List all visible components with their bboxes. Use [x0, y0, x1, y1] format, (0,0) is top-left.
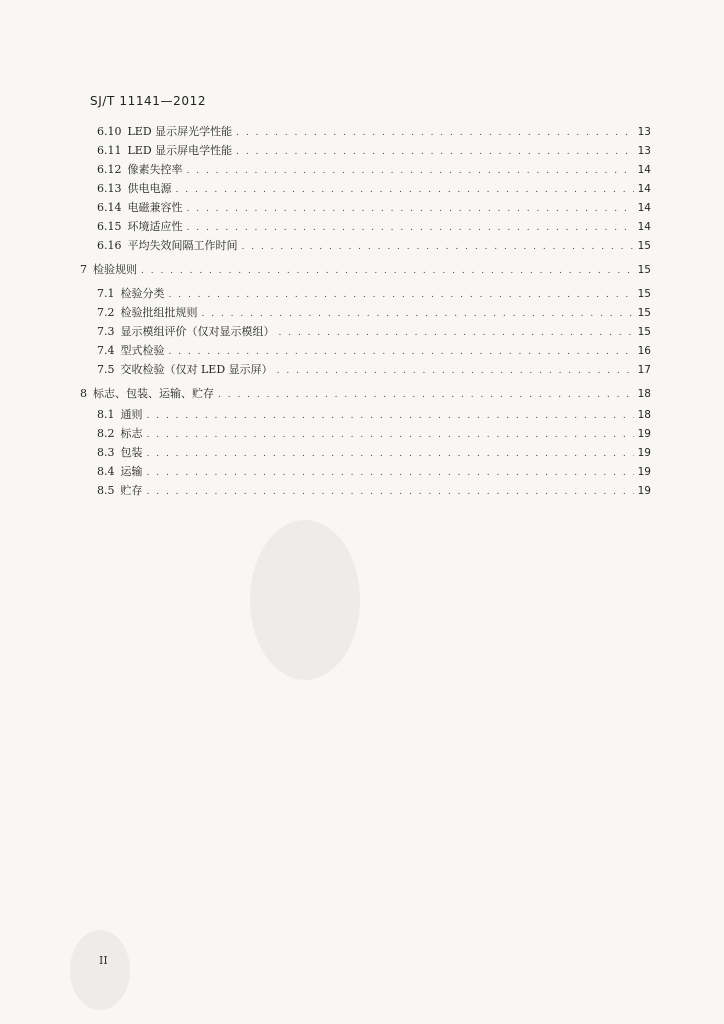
toc-entry-page: 18 — [637, 409, 651, 421]
toc-chapter-entry[interactable] — [80, 261, 651, 279]
toc-entry-page: 15 — [637, 240, 651, 252]
toc-section-entry[interactable] — [97, 218, 651, 236]
toc-entry-page: 14 — [637, 164, 651, 176]
toc-leader-dots — [147, 426, 634, 444]
page-number-footer: II — [99, 954, 108, 967]
toc-section-entry[interactable] — [97, 304, 651, 322]
toc-section-entry[interactable] — [97, 444, 651, 462]
toc-section-entry[interactable] — [97, 482, 651, 500]
toc-entry-title: 显示模组评价（仅对显示模组） — [120, 325, 275, 338]
toc-leader-dots — [236, 143, 633, 161]
toc-entry-page: 19 — [637, 428, 651, 440]
toc-entry-page: 15 — [637, 288, 651, 300]
scan-noise — [70, 930, 130, 1010]
toc-entry-title: 检验批组批规则 — [120, 306, 198, 319]
toc-section-entry[interactable] — [97, 361, 651, 379]
toc-entry-number: 7.3 — [97, 325, 115, 338]
toc-entry-number: 7.1 — [97, 287, 115, 300]
toc-entry-title: 包装 — [120, 446, 143, 459]
toc-entry-title: 电磁兼容性 — [127, 201, 183, 214]
toc-section-entry[interactable] — [97, 406, 651, 424]
toc-leader-dots — [141, 262, 634, 280]
toc-entry-number: 7.5 — [97, 363, 115, 376]
toc-section-entry[interactable] — [97, 425, 651, 443]
toc-entry-number: 6.15 — [97, 220, 122, 233]
toc-leader-dots — [187, 219, 634, 237]
toc-entry-number: 7 — [80, 263, 87, 276]
toc-section-entry[interactable] — [97, 323, 651, 341]
toc-entry-title: 交收检验（仅对 LED 显示屏） — [120, 363, 273, 376]
toc-entry-title: 检验规则 — [93, 263, 137, 276]
toc-entry-title: 运输 — [120, 465, 143, 478]
toc-entry-page: 16 — [637, 345, 651, 357]
toc-entry-number: 8.5 — [97, 484, 115, 497]
toc-entry-number: 8.2 — [97, 427, 115, 440]
toc-entry-title: LED 显示屏电学性能 — [127, 144, 233, 157]
toc-entry-title: 像素失控率 — [127, 163, 183, 176]
toc-leader-dots — [147, 445, 634, 463]
toc-entry-number: 8.4 — [97, 465, 115, 478]
toc-section-entry[interactable] — [97, 123, 651, 141]
toc-leader-dots — [277, 362, 634, 380]
toc-entry-title: 通则 — [120, 408, 143, 421]
toc-entry-page: 13 — [637, 126, 651, 138]
toc-entry-title: 环境适应性 — [127, 220, 183, 233]
toc-section-entry[interactable] — [97, 180, 651, 198]
toc-section-entry[interactable] — [97, 199, 651, 217]
toc-leader-dots — [176, 181, 634, 199]
toc-entry-page: 14 — [637, 183, 651, 195]
toc-section-entry[interactable] — [97, 142, 651, 160]
toc-leader-dots — [169, 343, 634, 361]
toc-leader-dots — [147, 407, 634, 425]
toc-section-entry[interactable] — [97, 463, 651, 481]
toc-entry-title: 平均失效间隔工作时间 — [127, 239, 238, 252]
toc-entry-page: 15 — [637, 307, 651, 319]
toc-section-entry[interactable] — [97, 161, 651, 179]
toc-entry-title: 标志 — [120, 427, 143, 440]
toc-entry-page: 14 — [637, 221, 651, 233]
toc-entry-title: 检验分类 — [120, 287, 165, 300]
toc-section-entry[interactable] — [97, 342, 651, 360]
toc-entry-number: 8.3 — [97, 446, 115, 459]
toc-leader-dots — [242, 238, 634, 256]
toc-entry-page: 19 — [637, 447, 651, 459]
toc-entry-page: 18 — [637, 388, 651, 400]
toc-entry-number: 8.1 — [97, 408, 115, 421]
toc-leader-dots — [147, 464, 634, 482]
toc-entry-number: 6.10 — [97, 125, 122, 138]
toc-entry-title: 供电电源 — [127, 182, 172, 195]
toc-leader-dots — [187, 162, 634, 180]
toc-entry-number: 6.16 — [97, 239, 122, 252]
toc-entry-page: 15 — [637, 264, 651, 276]
toc-entry-title: 型式检验 — [120, 344, 165, 357]
toc-entry-number: 6.13 — [97, 182, 122, 195]
toc-entry-number: 6.11 — [97, 144, 122, 157]
toc-entry-page: 19 — [637, 466, 651, 478]
toc-leader-dots — [279, 324, 634, 342]
toc-leader-dots — [236, 124, 633, 142]
toc-leader-dots — [169, 286, 634, 304]
toc-entry-title: LED 显示屏光学性能 — [127, 125, 233, 138]
toc-entry-number: 7.2 — [97, 306, 115, 319]
toc-entry-number: 7.4 — [97, 344, 115, 357]
toc-entry-page: 15 — [637, 326, 651, 338]
toc-leader-dots — [202, 305, 634, 323]
toc-section-entry[interactable] — [97, 237, 651, 255]
toc-entry-page: 14 — [637, 202, 651, 214]
scan-noise — [250, 520, 360, 680]
toc-entry-title: 标志、包装、运输、贮存 — [93, 387, 214, 400]
toc-entry-number: 6.14 — [97, 201, 122, 214]
toc-entry-number: 6.12 — [97, 163, 122, 176]
document-code-header: SJ/T 11141—2012 — [90, 94, 207, 108]
toc-chapter-entry[interactable] — [80, 385, 651, 403]
toc-section-entry[interactable] — [97, 285, 651, 303]
toc-leader-dots — [147, 483, 634, 501]
toc-leader-dots — [218, 386, 634, 404]
toc-entry-number: 8 — [80, 387, 87, 400]
toc-entry-title: 贮存 — [120, 484, 143, 497]
toc-entry-page: 13 — [637, 145, 651, 157]
toc-entry-page: 19 — [637, 485, 651, 497]
toc-entry-page: 17 — [637, 364, 651, 376]
toc-leader-dots — [187, 200, 634, 218]
